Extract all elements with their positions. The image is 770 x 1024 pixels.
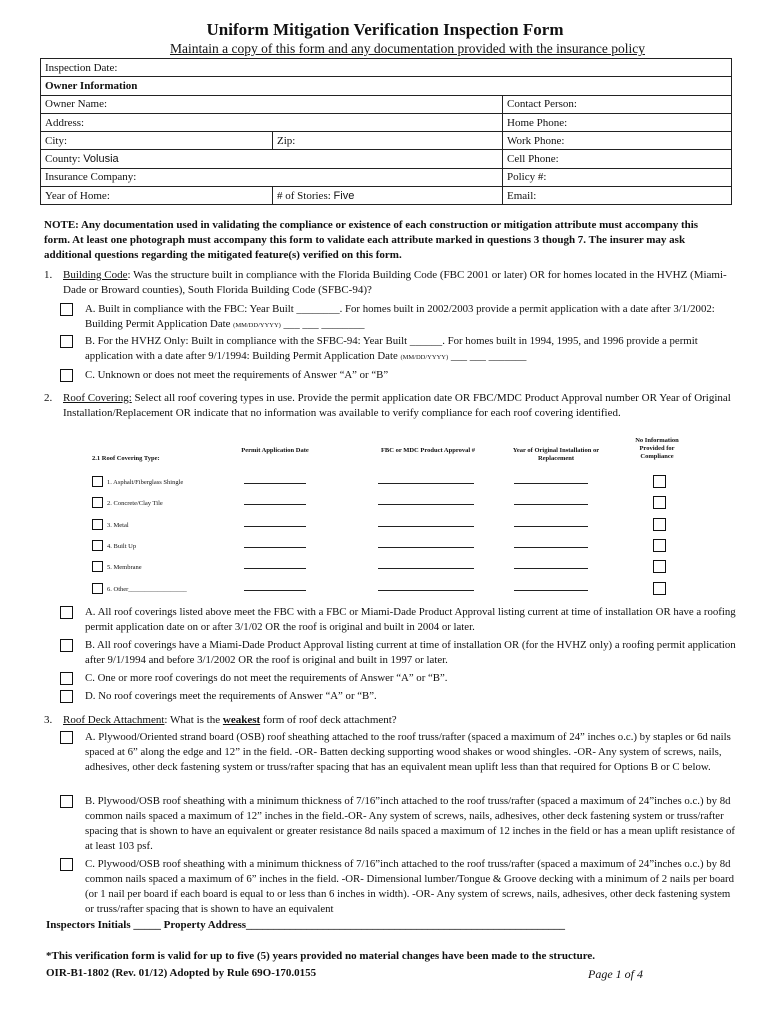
q1-option-b-date-format: (MM/DD/YYYY) [400,354,449,361]
roof-covering-row [92,518,712,536]
county-label: County: [45,153,81,166]
roof-covering-row [92,539,712,557]
q1-option-c [60,368,736,383]
no-information-checkbox[interactable] [653,475,666,488]
form-title: Uniform Mitigation Verification Inspection Form [206,20,564,39]
owner-info-table [40,58,732,205]
year-installed-blank[interactable] [514,504,588,505]
question-2-text: Select all roof covering types in use. Provide the permit application date OR FBC/MDC Product Approval number OR Year of Original Installation/Replacement OR indicate that no information was available to verify compliance for each roof covering identified. [63,392,731,419]
no-information-checkbox[interactable] [653,496,666,509]
no-information-checkbox[interactable] [653,582,666,595]
year-installed-blank[interactable] [514,526,588,527]
q2-option-c-checkbox[interactable] [60,672,73,685]
permit-date-header: Permit Application Date [241,447,309,454]
roof-type-checkbox[interactable] [92,497,103,508]
permit-date-blank[interactable] [244,526,306,527]
q3-option-c-text: C. Plywood/OSB roof sheathing with a minimum thickness of 7/16”inch attached to the roof truss/rafter (spaced a maximum of 24”inches o.c.) by 8d common nails spaced a maximum of 6” inches in the field. -OR- Dimensional lumber/Tongue & Groove decking with a minimum of 2 nails per board (or 1 nail per board if each board is equal to or less than 6 inches in width). -OR- Any system of screws, nails, adhesives, other deck fastening system or truss/rafter spacing that is shown to have an equivalent [85,858,735,915]
year-installation-header: Year of Original Installation or Replacement [512,447,600,462]
permit-date-blank[interactable] [244,590,306,591]
q3-option-a [60,730,736,775]
q1-option-a-date-format: (MM/DD/YYYY) [233,322,281,329]
q1-option-a [60,302,736,333]
q2-option-a-text: A. All roof coverings listed above meet the FBC with a FBC or Miami-Dade Product Approval listing current at time of installation OR have a roofing permit application date on or after 3/1/02 OR the roof is original and built in 2004 or later. [85,606,736,633]
q3-option-b-text: B. Plywood/OSB roof sheathing with a minimum thickness of 7/16”inch attached to the roof truss/rafter (spaced a maximum of 24”inches o.c.) by 8d common nails spaced a maximum of 12” inches in the field.-OR- Any system of screws, nails, adhesives, other deck fastening system or truss/rafter spacing that is shown to have an equivalent or greater resistance 8d nails spaced a maximum of 12 inches in the field or has a mean uplift resistance of at least 103 psf. [85,795,736,852]
no-information-checkbox[interactable] [653,560,666,573]
permit-date-blank[interactable] [244,568,306,569]
q1-option-b-date-blank[interactable]: ___ ___ _______ [450,350,527,362]
product-approval-blank[interactable] [378,568,474,569]
product-approval-blank[interactable] [378,504,474,505]
permit-date-blank[interactable] [244,483,306,484]
owner-information-heading: Owner Information [41,77,732,95]
zip-field[interactable]: Zip: [273,132,503,150]
year-of-home-field[interactable]: Year of Home: [41,187,273,205]
q2-option-a [60,605,736,635]
inspection-date-field[interactable]: Inspection Date: [41,59,732,77]
permit-date-blank[interactable] [244,504,306,505]
work-phone-field[interactable]: Work Phone: [503,132,732,150]
q3-option-c [60,857,736,917]
product-approval-blank[interactable] [378,547,474,548]
q2-option-b-text: B. All roof coverings have a Miami-Dade Product Approval listing current at time of installation OR (for the HVHZ only) a roofing permit application after 9/1/1994 and before 3/1/2002 OR the roof is original and built in 1997 or later. [85,639,736,666]
q3-option-b [60,794,736,854]
product-approval-blank[interactable] [378,526,474,527]
policy-field[interactable]: Policy #: [503,168,732,186]
q1-option-b-checkbox[interactable] [60,335,73,348]
insurance-company-field[interactable]: Insurance Company: [41,168,503,186]
fbc-approval-header: FBC or MDC Product Approval # [380,447,476,454]
question-1 [44,268,734,298]
question-3-number: 3. [44,714,53,726]
q1-option-a-text: A. Built in compliance with the FBC: Year Built ________. For homes built in 2002/2003 provide a permit application with a date after 3/1/2002: Building Permit Application Date [85,303,715,330]
email-field[interactable]: Email: [503,187,732,205]
q2-option-d-checkbox[interactable] [60,690,73,703]
contact-person-field[interactable]: Contact Person: [503,95,732,113]
roof-type-label: 6. Other__________________ [107,585,187,593]
roof-covering-row [92,560,712,578]
question-2-number: 2. [44,392,53,404]
q3-option-b-checkbox[interactable] [60,795,73,808]
q3-option-a-text: A. Plywood/Oriented strand board (OSB) roof sheathing attached to the roof truss/rafter (spaced a maximum of 24” inches o.c.) by staples or 6d nails spaced at 6” along the edge and 12” in the field. -OR- Batten decking supporting wood shakes or wood shingles. -OR- Any system of screws, nails, adhesives, other deck fastening system or truss/rafter spacing that has an equivalent mean uplift less than that required for Options B or C below. [85,731,731,773]
roof-type-label: 3. Metal [107,521,129,529]
roof-covering-row [92,496,712,514]
roof-type-checkbox[interactable] [92,540,103,551]
q3-option-a-checkbox[interactable] [60,731,73,744]
inspector-initials-line[interactable]: Inspectors Initials _____ Property Address__________________________________________________________ [46,919,566,931]
q2-option-c-text: C. One or more roof coverings do not meet the requirements of Answer “A” or “B”. [85,672,448,684]
product-approval-blank[interactable] [378,483,474,484]
q1-option-c-text: C. Unknown or does not meet the requirements of Answer “A” or “B” [85,369,389,381]
question-3 [44,713,734,728]
home-phone-field[interactable]: Home Phone: [503,113,732,131]
year-installed-blank[interactable] [514,568,588,569]
year-installed-blank[interactable] [514,590,588,591]
q2-option-a-checkbox[interactable] [60,606,73,619]
roof-covering-type-header: 2.1 Roof Covering Type: [92,455,160,462]
no-information-header: No Information Provided for Compliance [635,437,679,460]
q1-option-a-checkbox[interactable] [60,303,73,316]
form-subtitle: Maintain a copy of this form and any documentation provided with the insurance policy [169,41,645,56]
page-number: Page 1 of 4 [588,967,643,981]
q2-option-d-text: D. No roof coverings meet the requirements of Answer “A” or “B”. [85,690,377,702]
roof-type-checkbox[interactable] [92,476,103,487]
documentation-note: NOTE: Any documentation used in validating the compliance or existence of each construction or mitigation attribute must accompany this form. At least one photograph must accompany this form to validate each attribute marked in questions 3 though 7. The insurer may ask additional questions regarding the mitigated feature(s) verified on this form. [44,219,699,261]
year-installed-blank[interactable] [514,547,588,548]
roof-type-label: 4. Built Up [107,542,137,550]
year-installed-blank[interactable] [514,483,588,484]
question-3-text-pre: : What is the [164,714,221,726]
product-approval-blank[interactable] [378,590,474,591]
address-field[interactable]: Address: [41,113,503,131]
no-information-checkbox[interactable] [653,518,666,531]
roof-type-label: 1. Asphalt/Fiberglass Shingle [107,479,184,486]
question-3-text-post: form of roof deck attachment? [260,714,397,726]
q1-option-b [60,334,736,365]
county-field[interactable] [41,150,503,168]
roof-type-label: 2. Concrete/Clay Tile [107,500,163,508]
question-1-number: 1. [44,269,53,281]
q2-option-b-checkbox[interactable] [60,639,73,652]
roof-type-checkbox[interactable] [92,583,103,594]
validity-note: *This verification form is valid for up to five (5) years provided no material changes have been made to the structure. [46,950,596,962]
q3-option-c-checkbox[interactable] [60,858,73,871]
question-1-text: : Was the structure built in compliance with the Florida Building Code (FBC 2001 or later) OR for homes located in the HVHZ (Miami-Dade or Broward counties), South Florida Building Code (SFBC-94)? [63,269,727,296]
roof-type-label: 5. Membrane [107,564,142,572]
question-1-heading: Building Code [63,269,128,281]
roof-type-checkbox[interactable] [92,519,103,530]
stories-value[interactable]: Five [333,189,355,202]
owner-name-field[interactable]: Owner Name: [41,95,503,113]
no-information-checkbox[interactable] [653,539,666,552]
q2-option-b [60,638,736,668]
q1-option-b-text: B. For the HVHZ Only: Built in compliance with the SFBC-94: Year Built ______. For homes built in 1994, 1995, and 1996 provide a permit application with a date after 9/1/1994: Building Permit Application Date [85,335,698,362]
stories-label: # of Stories: [277,189,331,202]
q2-option-d [60,689,736,704]
stories-field[interactable] [273,187,503,205]
q1-option-c-checkbox[interactable] [60,369,73,382]
roof-covering-row [92,582,712,600]
county-value[interactable]: Volusia [83,153,119,166]
question-2 [44,391,734,421]
roof-type-checkbox[interactable] [92,561,103,572]
q2-option-c [60,671,736,686]
cell-phone-field[interactable]: Cell Phone: [503,150,732,168]
question-3-heading: Roof Deck Attachment [63,714,165,726]
question-3-weakest: weakest [222,714,261,726]
roof-covering-row [92,475,712,493]
q1-option-a-date-blank[interactable]: ___ ___ ________ [283,318,365,330]
city-field[interactable]: City: [41,132,273,150]
form-id: OIR-B1-1802 (Rev. 01/12) Adopted by Rule 69O-170.0155 [46,967,317,979]
question-2-heading: Roof Covering: [63,392,132,404]
permit-date-blank[interactable] [244,547,306,548]
